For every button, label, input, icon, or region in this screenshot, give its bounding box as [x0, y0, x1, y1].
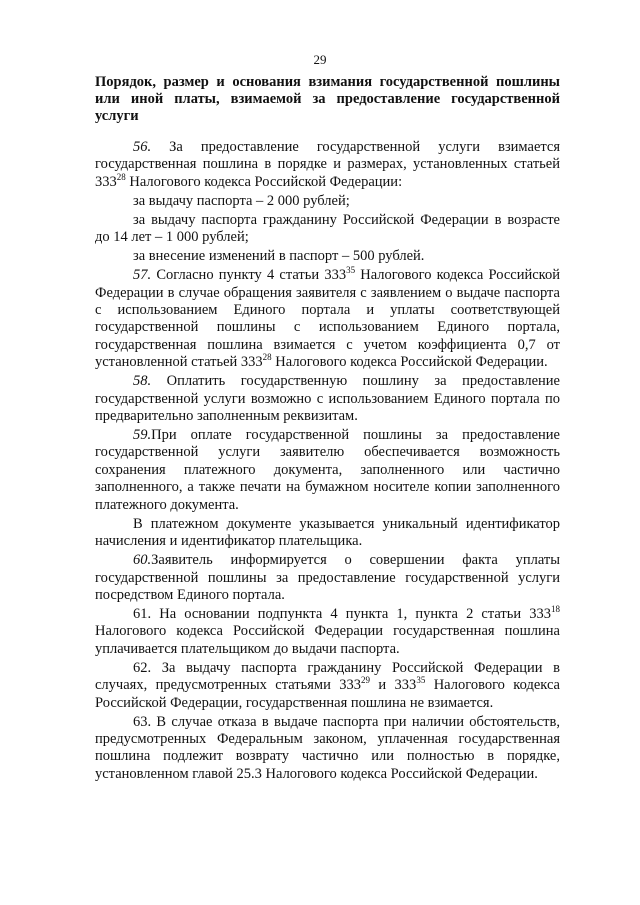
paragraph-59: 59.При оплате государственной пошлины за предоставление государственной услуги заявителю обеспечивается возможность сохранения платежного документа, заполненного или частично заполненного, а также печати на бумажном носителе копии заполненного платежного документа.	[95, 427, 560, 513]
fee-item-passport-changes: за внесение изменений в паспорт – 500 рублей.	[133, 248, 425, 265]
paragraph-63: 63. В случае отказа в выдаче паспорта при наличии обстоятельств, предусмотренных Федеральным законом, уплаченная государственная пошлина подлежит возврату частично или полностью в порядке, установленном главой 25.3 Налогового кодекса Российской Федерации.	[95, 713, 560, 782]
section-heading: Порядок, размер и основания взимания государственной пошлины или иной платы, взимаемой за предоставление государственной услуги	[95, 74, 560, 124]
paragraph-60: 60.Заявитель информируется о совершении факта уплаты государственной пошлины за предоставление государственной услуги посредством Единого портала.	[95, 552, 560, 603]
paragraph-61: 61. На основании подпункта 4 пункта 1, пункта 2 статьи $333^{18}$ Налогового кодекса Российской Федерации государственная пошлина уплачивается плательщиком до выдачи паспорта.	[95, 603, 560, 657]
paragraph-58: 58. Оплатить государственную пошлину за предоставление государственной услуги возможно с использованием Единого портала по предварительно заполненным реквизитам.	[95, 373, 560, 425]
paragraph-number: 57.	[133, 267, 152, 284]
page-number: 29	[313, 52, 327, 67]
paragraph-59-payment-id: В платежном документе указывается уникальный идентификатор начисления и идентификатор плательщика.	[95, 515, 560, 550]
fee-item-passport: за выдачу паспорта – 2 000 рублей;	[133, 192, 350, 209]
document-body	[95, 139, 560, 785]
paragraph-number: 60.	[133, 552, 152, 569]
paragraph-56: 56. За предоставление государственной услуги взимается государственная пошлина в порядке и размерах, установленных статьей $333^{28}$ Налогового кодекса Российской Федерации:	[95, 139, 560, 190]
paragraph-number: 59.	[133, 427, 152, 444]
paragraph-57: 57. Согласно пункту 4 статьи $333^{35}$ Налогового кодекса Российской Федерации в случае обращения заявителя с заявлением о выдаче паспорта с использованием Единого портала и уплаты соответствующей государственной пошлины с использованием Единого портала, государственная пошлина взимается с учетом коэффициента 0,7 от установленной статьей $333^{28}$ Налогового кодекса Российской Федерации.	[95, 265, 560, 371]
paragraph-number: 56.	[133, 139, 152, 155]
paragraph-62: 62. За выдачу паспорта гражданину Российской Федерации в случаях, предусмотренных статьями $333^{29}$ и $333^{35}$ Налогового кодекса Российской Федерации, государственная пошлина не взимается.	[95, 659, 560, 711]
paragraph-number: 58.	[133, 373, 152, 390]
fee-item-passport-under-14: за выдачу паспорта гражданину Российской Федерации в возрасте до 14 лет – 1 000 рублей;	[95, 211, 560, 246]
